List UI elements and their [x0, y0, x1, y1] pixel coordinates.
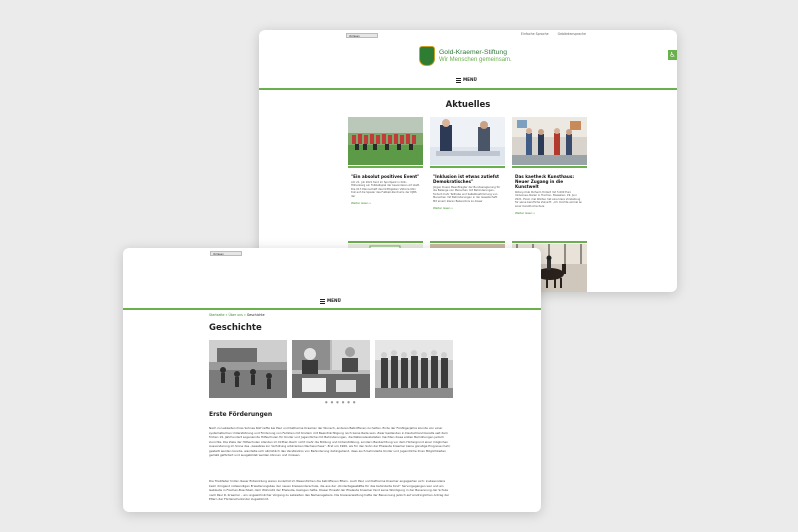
body-paragraph: Die Triebfeder hinter dieser Entwicklung waren zunächst im Wesentlichen die betroffenen Eltern. Auch Paul und Katharina Kraemer engagierten sich: insbesondere beim dringend notwendigen Erweiterungsbau der neuen Kreissonderschule, die aus der „Kindertagesstätte für das behinderte Kind“ hervorgegangen war und ein Gebäude in Frechen-Buschbell, dem Wohnsitz der Eheleute, bezogen hatte. Dieser Einsatz der Eheleute Kraemer fand seine Würdigung in der Benennung der Schule nach Paul R. Kraemer – ein ungewöhnlicher Vorgang zu Lebzeiten des Namensgebers. Die Kreisverwaltung hatte der Benennung jedoch auf eindringlichen Antrag der Eltern der Förderschulkinder zugestimmt.: [209, 479, 450, 501]
menu-button[interactable]: [320, 298, 341, 304]
link-sign-language[interactable]: Gebärdensprache: [557, 32, 586, 36]
card-accent-line: [348, 241, 423, 243]
section-heading: Erste Förderungen: [209, 411, 273, 418]
hamburger-icon: [456, 78, 461, 83]
accessibility-icon[interactable]: ♿: [669, 51, 676, 59]
card-accent-line: [430, 241, 505, 243]
history-photo-meeting: [292, 340, 370, 398]
link-simple-language[interactable]: Einfache Sprache: [520, 32, 549, 36]
read-more-link[interactable]: Weiter lesen »: [351, 201, 372, 206]
logo-tagline: Wir Menschen gemeinsam.: [439, 56, 512, 63]
menu-label: MENÜ: [463, 77, 477, 82]
news-photo-interview: [430, 117, 505, 165]
breadcrumb-current: Geschichte: [246, 313, 265, 317]
crest-icon: [419, 46, 435, 66]
menu-button[interactable]: [456, 77, 477, 83]
top-utility-bar: [259, 30, 677, 40]
history-photo-children: [209, 340, 287, 398]
news-card[interactable]: [512, 117, 587, 218]
utility-links: [513, 32, 586, 36]
breadcrumb: Startseite » Über uns » Geschichte: [209, 313, 265, 317]
header-divider: [259, 88, 677, 90]
breadcrumb-home[interactable]: Startseite: [209, 313, 225, 317]
card-accent-line: [430, 166, 505, 168]
read-more-link[interactable]: Weiter lesen »: [515, 211, 536, 216]
read-aloud-player[interactable]: [346, 33, 378, 38]
logo-name: Gold-Kraemer-Stiftung: [439, 48, 507, 56]
news-excerpt: Am 21. Juli 2021 fand im Sportpark in Köln-Höhenberg ein Fußballspiel der besonderen Art statt. Die U17-Mannschaft des Drittligisten Viktoria Köln trat auf die Spieler des Fußball-Zentrums der DJBS der: [351, 180, 420, 198]
news-card[interactable]: [430, 117, 505, 213]
history-photo-group: [375, 340, 453, 398]
read-aloud-label: Vorlesen: [349, 35, 360, 38]
page-title: Geschichte: [209, 323, 262, 333]
news-excerpt: Rotary-Club Pulheim fördert mit 5.000 Euro Inklusives Atelier in Frechen. Bisweilen: 29. Juni 2021. Einst, mal Warten hat eine klare Vorstellung für seine berufliche Zukunft: „Ich möchte einmal an einer Kunsthochschule: [515, 190, 583, 208]
breadcrumb-parent[interactable]: Über uns: [228, 313, 243, 317]
news-title[interactable]: "Inklusion ist etwas zutiefst Demokratisches": [433, 173, 500, 184]
card-accent-line: [512, 166, 587, 168]
news-photo-kunsthaus: [512, 117, 587, 165]
news-card[interactable]: [348, 117, 423, 208]
slider-dots[interactable]: ● ● ● ● ● ●: [325, 400, 357, 404]
header-divider: [123, 308, 541, 310]
read-more-link[interactable]: Weiter lesen »: [433, 206, 454, 211]
browser-window-geschichte: [123, 248, 541, 512]
menu-label: MENÜ: [327, 298, 341, 303]
hamburger-icon: [320, 299, 325, 304]
read-aloud-label: Vorlesen: [213, 253, 224, 256]
top-utility-bar: [123, 248, 541, 258]
body-paragraph: Nach zu Lebzeiten ihres Sohnes Rolf reifte bei Paul und Katharina Kraemer der Wunsch, anderen Betroffenen zu helfen. Ende der Fünfzigerjahre konnte von einer systematischen Unterstützung und Förderung von Familien mit Kindern mit Beeinträchtigung noch keine Rede sein. Zwar bestanden in Deutschland bereits seit dem frühen 19. Jahrhundert sogenannte Hilfsschulen für Kinder und Jugendliche mit Behinderungen, die Nationalsozialisten machten diese ersten Bemühungen jedoch zunichte. Die Ziele der Hilfsschulen standen im Dritten Reich nicht mehr die Bildung und Unterstützung, sondern Beobachtung vor dem Hintergrund einer möglichen Aussonderung im Sinne des „Gesetzes zur Verhütung erbkranken Nachwuchses“. Erst um 1960, als für den Sohn der Eheleute Kraemer keine günstige Prognose mehr gestellt werden konnte, wandelte sich allmählich das Verständnis von Behinderung dahingehend, dass auch behinderte Kinder und Jugendliche ihren Möglichkeiten gemäß gefördert und ausgebildet werden können und müssen.: [209, 426, 451, 457]
news-excerpt: Jürgen Dusel, Beauftragter der Bundesregierung für die Belange von Menschen mit Behinderungen, fordert mehr Teilhabe und Selbstbestimmung von Menschen mit Behinderungen in der Gesellschaft. Mit einem klaren Bekenntnis zu dieser: [433, 185, 501, 203]
site-logo[interactable]: [419, 46, 512, 66]
card-accent-line: [512, 241, 587, 243]
page-title: Aktuelles: [445, 100, 491, 110]
card-accent-line: [348, 166, 423, 168]
news-title[interactable]: Das kaethe:k Kunsthaus: Neuer Zugang in die Kunstwelt: [515, 173, 575, 189]
read-aloud-player[interactable]: [210, 251, 242, 256]
news-photo-football: [348, 117, 423, 165]
news-title[interactable]: "Ein absolut positives Event": [351, 173, 420, 179]
